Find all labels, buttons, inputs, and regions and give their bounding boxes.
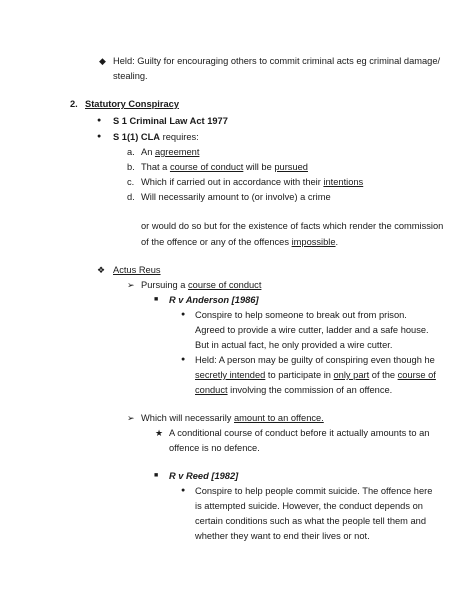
impossibility-para-line1: or would do so but for the existence of facts which render the commission — [141, 221, 444, 231]
held-intro-line1: Held: Guilty for encouraging others to commit criminal acts eg criminal damage/ — [113, 56, 441, 66]
point-amount-to-offence: Which will necessarily amount to an offence. — [141, 413, 324, 423]
star-bullet-icon: ★ — [155, 428, 164, 438]
case-name-reed: R v Reed [1982] — [169, 471, 239, 481]
impossibility-para-line2: of the offence or any of the offences impossible. — [141, 237, 339, 247]
reed-fact-line: is attempted suicide. However, the conduct depends on — [195, 501, 423, 511]
requirement-a: An agreement — [141, 147, 200, 157]
reed-fact-line: whether they want to end their lives or not. — [195, 531, 370, 541]
reed-fact-line: Conspire to help people commit suicide. The offence here — [195, 486, 433, 496]
bullet-icon: ● — [181, 487, 186, 494]
requirement-c-marker: c. — [127, 177, 135, 187]
actus-reus-heading: Actus Reus — [113, 265, 161, 275]
anderson-fact-line: Agreed to provide a wire cutter, ladder and a safe house. — [195, 325, 429, 335]
four-diamond-bullet-icon: ❖ — [97, 265, 106, 275]
section-requires: S 1(1) CLA requires: — [113, 132, 199, 142]
section-title: Statutory Conspiracy — [85, 99, 180, 109]
reed-fact-line: certain conditions such as what the people tell them and — [195, 516, 427, 526]
conditional-conduct-line1: A conditional course of conduct before it actually amounts to an — [169, 428, 430, 438]
anderson-fact-line: But in actual fact, he only provided a wire cutter. — [195, 340, 393, 350]
statute-reference: S 1 Criminal Law Act 1977 — [113, 116, 228, 126]
arrow-bullet-icon: ➢ — [127, 413, 135, 423]
bullet-icon: ● — [181, 311, 186, 318]
case-name-anderson: R v Anderson [1986] — [169, 295, 259, 305]
anderson-fact-line: Conspire to help someone to break out from prison. — [195, 310, 407, 320]
anderson-held-line2: secretly intended to participate in only part of the course of — [195, 370, 436, 380]
bullet-icon: ● — [97, 117, 102, 124]
requirement-d: Will necessarily amount to (or involve) a crime — [141, 192, 331, 202]
anderson-held-line3: conduct involving the commission of an offence. — [195, 385, 393, 395]
point-course-of-conduct: Pursuing a course of conduct — [141, 280, 262, 290]
held-intro-line2: stealing. — [113, 71, 148, 81]
diamond-bullet-icon: ◆ — [99, 56, 106, 66]
bullet-icon: ● — [181, 356, 186, 363]
conditional-conduct-line2: offence is no defence. — [169, 443, 260, 453]
square-bullet-icon: ■ — [154, 296, 159, 303]
anderson-held-line1: Held: A person may be guilty of conspiring even though he — [195, 355, 435, 365]
section-number: 2. — [70, 99, 78, 109]
bullet-icon: ● — [97, 133, 102, 140]
requirement-c: Which if carried out in accordance with their intentions — [141, 177, 364, 187]
requirement-a-marker: a. — [127, 147, 135, 157]
arrow-bullet-icon: ➢ — [127, 280, 135, 290]
requirement-b: That a course of conduct will be pursued — [141, 162, 308, 172]
requirement-b-marker: b. — [127, 162, 135, 172]
square-bullet-icon: ■ — [154, 472, 159, 479]
requirement-d-marker: d. — [127, 192, 135, 202]
